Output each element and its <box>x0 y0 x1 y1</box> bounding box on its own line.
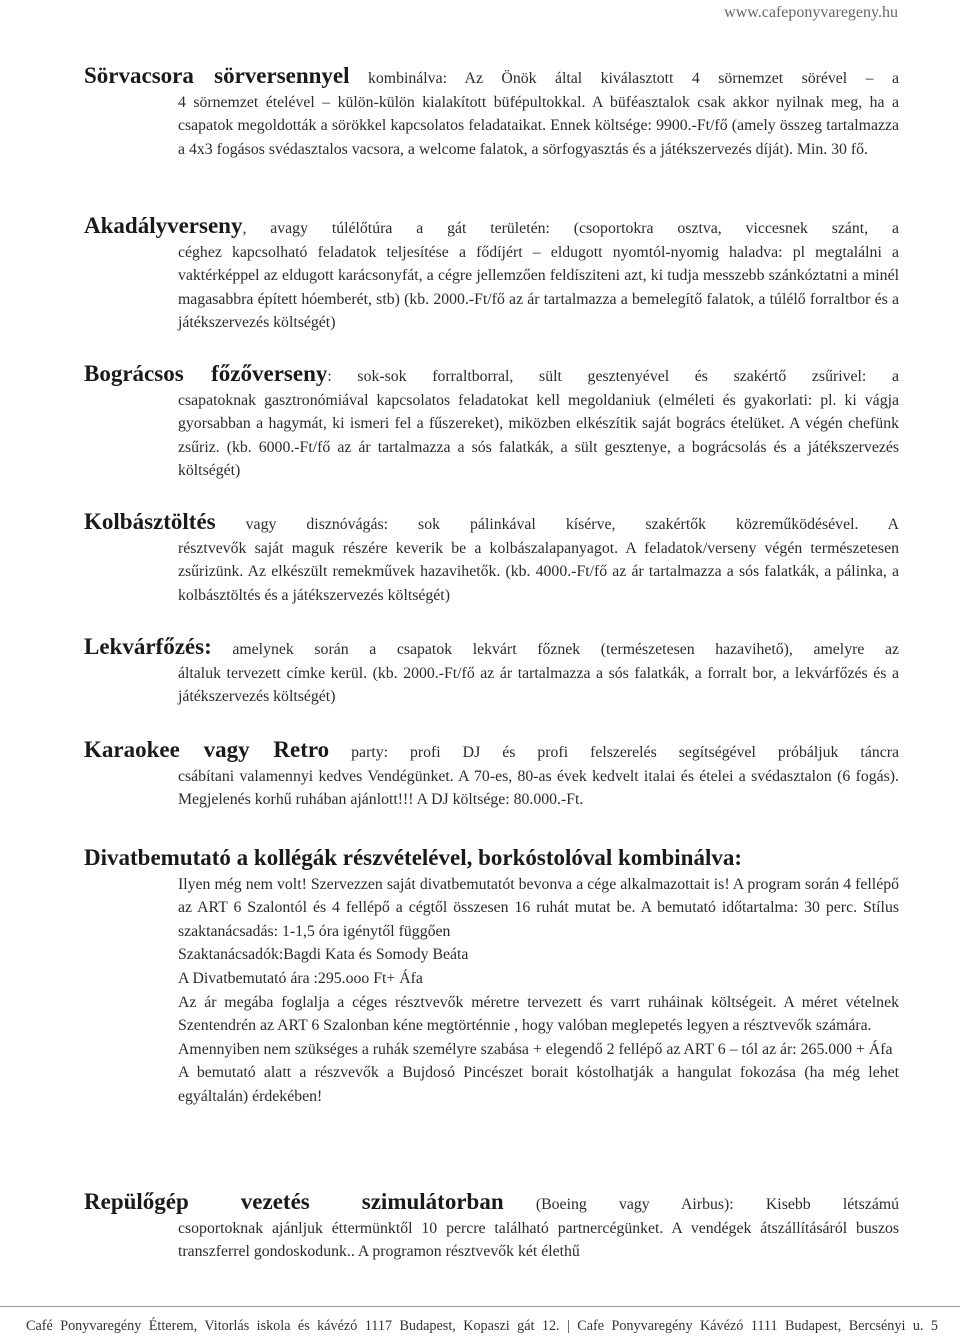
section-line: A Divatbemutató ára :295.ooo Ft+ Áfa <box>178 969 423 987</box>
section-sorvacsora <box>84 64 899 161</box>
section-body: 4 sörnemzet ételével – külön-külön kialakított büfépultokkal. A büféasztalok csak akkor nyilnak meg, ha a csapatok megoldották a sörökkel kapcsolatos feladataikat. Ennek költsége: 9900.-Ft/fő (amely összeg tartalmazza a 4x3 fogásos svédasztalos vacsora, a welcome falatok, a sörfogyasztás és a játékszervezés díját). Min. 30 fő. <box>178 93 899 158</box>
section-title: Karaokee vagy Retro <box>84 737 330 762</box>
section-lead <box>84 214 899 241</box>
section-repulogep <box>84 1190 899 1264</box>
section-title: Divatbemutató a kollégák részvételével, borkóstolóval kombinálva: <box>84 845 743 870</box>
section-kolbasztoltes <box>84 510 899 607</box>
section-first-line: party: profi DJ és profi felszerelés segítségével próbáljuk táncra <box>351 744 900 761</box>
section-title: Lekvárfőzés: <box>84 634 212 659</box>
section-lead <box>84 846 899 873</box>
section-body: általuk tervezett címke kerül. (kb. 2000.-Ft/fő az ár tartalmazza a sós falatkák, a forralt bor, a lekvárfőzés és a játékszervezés költségét) <box>178 664 899 706</box>
section-karaoke <box>84 738 899 812</box>
section-body: csapatoknak gasztronómiával kapcsolatos feladatokat kell megoldaniuk (elméleti és gyakorlati: pl. ki vágja gyorsabban a hagymát, ki ismeri fel a fűszereket), miközben elkészítik saját bogrács ételüket. A végén chefünk zsűriz. (kb. 6000.-Ft/fő az ár tartalmazza a sós falatkák, a sült gesztenye, a bográcsolás és a játékszervezés költségét) <box>178 391 899 480</box>
section-body-lines <box>178 943 899 990</box>
section-body-2: Az ár megába foglalja a céges résztvevők méretre tervezett és varrt ruháinak költségeit. A méret vételnek Szentendrén az ART 6 Szalonban kéne megtörténnie , hogy valóban meglepetés legyen a résztvevők számára. <box>178 993 899 1035</box>
section-lead <box>84 1190 899 1217</box>
section-title: Akadályverseny <box>84 213 243 238</box>
section-first-line: kombinálva: Az Önök által kiválasztott 4 sörnemzet sörével – a <box>368 70 900 87</box>
section-first-line: amelynek során a csapatok lekvárt főznek (természetesen hazavihető), amelyre az <box>232 641 899 658</box>
section-title: Bográcsos főzőverseny <box>84 361 328 386</box>
section-body-4: A bemutató alatt a részvevők a Bujdosó Pincészet borait kóstolhatják a hangulat fokozása (ha még lehet egyáltalán) érdekében! <box>178 1064 899 1105</box>
section-body: céghez kapcsolható feladatok teljesítése a fődíjért – eldugott nyomtól-nyomig haladva: pl megtalálni a vaktérképpel az eldugott karácsonyfát, a cégre jellemzően feldísziteni azt, ki tudja messzebb szánkóztatni a minél magasabbra épített hóemberét, stb) (kb. 2000.-Ft/fő az ár tartalmazza a bemelegítő falatok, a túlélő forraltbor és a játékszervezés költségét) <box>178 243 899 332</box>
section-first-line: (Boeing vagy Airbus): Kisebb létszámú <box>535 1196 900 1213</box>
section-title: Repülőgép vezetés szimulátorban <box>84 1189 504 1214</box>
section-divatbemutato <box>84 846 899 1109</box>
section-first-line: vagy disznóvágás: sok pálinkával kísérve, szakértők közreműködésével. A <box>245 516 899 533</box>
section-title: Sörvacsora sörversennyel <box>84 63 350 88</box>
section-body: csábítani valamennyi kedves Vendégünket. A 70-es, 80-as évek kedvelt italai és ételei a svédasztalon (6 fogás). Megjelenés korhű ruhában ajánlott!!! A DJ költsége: 80.000.-Ft. <box>178 767 899 809</box>
section-first-line: : sok-sok forraltborral, sült gesztenyével és szakértő zsűrivel: a <box>327 368 899 385</box>
footer-text: Café Ponyvaregény Étterem, Vitorlás iskola és kávézó 1117 Budapest, Kopaszi gát 12. | Cafe Ponyvaregény Kávézó 1111 Budapest, Bercsényi u. 5 <box>26 1318 938 1334</box>
section-lekvarfozes <box>84 635 899 709</box>
section-title: Kolbásztöltés <box>84 509 216 534</box>
site-url[interactable]: www.cafeponyvaregeny.hu <box>724 4 898 21</box>
footer-divider <box>0 1306 960 1307</box>
section-lead <box>84 64 899 91</box>
section-lead <box>84 635 899 662</box>
section-lead <box>84 362 899 389</box>
section-bogracs <box>84 362 899 483</box>
section-akadalyverseny <box>84 214 899 335</box>
section-body: csoportoknak ajánljuk éttermünktől 10 percre található partnercégünket. A vendégek átszállításáról buszos transzferrel gondoskodunk.. A programon résztvevők két élethű <box>178 1219 899 1261</box>
section-line: Szaktanácsadók:Bagdi Kata és Somody Beáta <box>178 946 469 964</box>
section-lead <box>84 510 899 537</box>
section-body-3: Amennyiben nem szükséges a ruhák személyre szabása + elegendő 2 fellépő az ART 6 – tól az ár: 265.000 + Áfa <box>178 1040 893 1058</box>
section-body: résztvevők saját maguk részére keverik be a kolbászalapanyagot. A feladatok/verseny végén természetesen zsűrizünk. Az elkészült remekművek hazavihetők. (kb. 4000.-Ft/fő az ár tartalmazza a sós falatkák, a pálinka, a kolbásztöltés és a játékszervezés költségét) <box>178 539 899 604</box>
section-lead <box>84 738 899 765</box>
section-first-line: , avagy túlélőtúra a gát területén: (csoportokra osztva, viccesnek szánt, a <box>242 220 899 237</box>
section-body: Ilyen még nem volt! Szervezzen saját divatbemutatót bevonva a cége alkalmazottait is! A program során 4 fellépő az ART 6 Szalontól és 4 fellépő a cégtől összesen 16 ruhát mutat be. A bemutató időtartalma: 30 perc. Stílus szaktanácsadás: 1-1,5 óra igénytől függően <box>178 875 899 940</box>
